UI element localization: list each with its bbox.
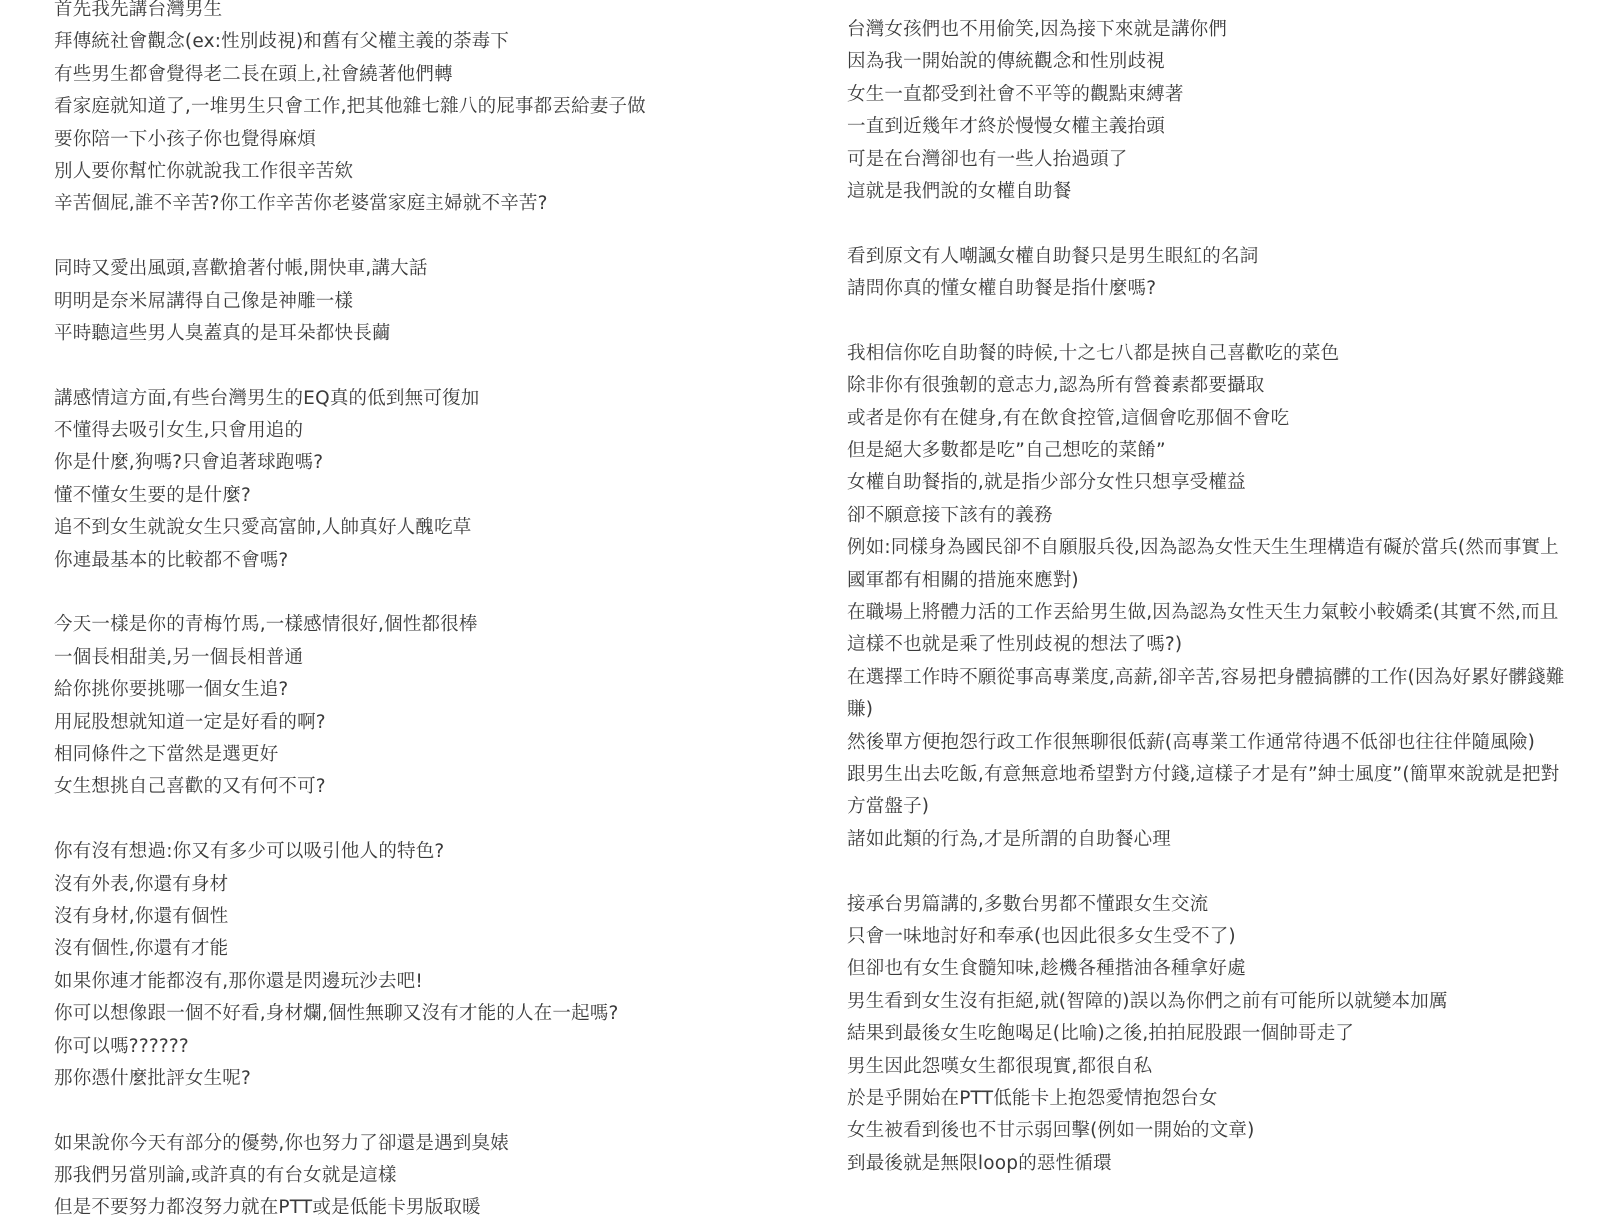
blank-line [847,306,1567,338]
text-line: 今天一樣是你的青梅竹馬,一樣感情很好,個性都很棒 [54,614,478,636]
text-line: 一直到近幾年才終於慢慢女權主義抬頭 [847,116,1165,138]
text-line: 懂不懂女生要的是什麼? [54,484,252,506]
text-line: 但是絕大多數都是吃”自己想吃的菜餚” [847,440,1166,462]
text-line: 你可以嗎?????? [54,1035,189,1057]
text-line: 諸如此類的行為,才是所謂的自助餐心理 [847,828,1171,850]
text-line: 你可以想像跟一個不好看,身材爛,個性無聊又沒有才能的人在一起嗎? [54,1003,619,1025]
text-line: 沒有個性,你還有才能 [54,938,229,960]
text-line: 拜傳統社會觀念(ex:性別歧視)和舊有父權主義的荼毒下 [54,31,510,53]
text-line: 沒有外表,你還有身材 [54,873,229,895]
text-line: 看家庭就知道了,一堆男生只會工作,把其他雜七雜八的屁事都丟給妻子做 [54,96,646,118]
text-line: 如果說你今天有部分的優勢,你也努力了卻還是遇到臭婊 [54,1132,509,1154]
text-line: 於是乎開始在PTT低能卡上抱怨愛情抱怨台女 [847,1088,1218,1110]
text-line: 你連最基本的比較都不會嗎? [54,549,289,571]
text-line: 我相信你吃自助餐的時候,十之七八都是挾自己喜歡吃的菜色 [847,342,1340,364]
text-line: 有些男生都會覺得老二長在頭上,社會繞著他們轉 [54,63,453,85]
text-line: 到最後就是無限loop的惡性循環 [847,1152,1112,1174]
text-line: 你是什麼,狗嗎?只會追著球跑嗎? [54,452,324,474]
text-line: 那我們另當別論,或許真的有台女就是這樣 [54,1165,397,1187]
text-line: 那你憑什麼批評女生呢? [54,1067,252,1089]
text-line: 看到原文有人嘲諷女權自助餐只是男生眼紅的名詞 [847,245,1259,267]
text-line: 要你陪一下小孩子你也覺得麻煩 [54,128,316,150]
text-line: 接承台男篇講的,多數台男都不懂跟女生交流 [847,893,1209,915]
text-line: 可是在台灣卻也有一些人抬過頭了 [847,148,1128,170]
text-line: 卻不願意接下該有的義務 [847,504,1053,526]
right-text-column [847,14,1567,1180]
blank-line [54,804,794,836]
text-line: 沒有身材,你還有個性 [54,905,229,927]
text-line: 同時又愛出風頭,喜歡搶著付帳,開快車,講大話 [54,258,428,280]
text-line: 但卻也有女生食髓知味,趁機各種揩油各種拿好處 [847,958,1246,980]
text-line: 不懂得去吸引女生,只會用追的 [54,420,304,442]
text-line: 或者是你有在健身,有在飲食控管,這個會吃那個不會吃 [847,407,1290,429]
text-line: 男生看到女生沒有拒絕,就(智障的)誤以為你們之前有可能所以就變本加厲 [847,990,1448,1012]
text-line: 因為我一開始說的傳統觀念和性別歧視 [847,51,1165,73]
text-line: 這就是我們說的女權自助餐 [847,180,1072,202]
text-line: 如果你連才能都沒有,那你還是閃邊玩沙去吧! [54,970,423,992]
blank-line [54,1095,794,1127]
blank-line [54,577,794,609]
text-line: 追不到女生就說女生只愛高富帥,人帥真好人醜吃草 [54,517,472,539]
text-line: 然後單方便抱怨行政工作很無聊很低薪(高專業工作通常待遇不低卻也往往伴隨風險) [847,731,1536,753]
text-line: 女生一直都受到社會不平等的觀點束縛著 [847,83,1184,105]
text-line: 一個長相甜美,另一個長相普通 [54,646,304,668]
text-line: 在職場上將體力活的工作丟給男生做,因為認為女性天生力氣較小較嬌柔(其實不然,而且這樣不也就是乘了性別歧視的想法了嗎?) [847,602,1559,656]
text-line: 你有沒有想過:你又有多少可以吸引他人的特色? [54,841,445,863]
text-line: 相同條件之下當然是選更好 [54,743,279,765]
text-line: 別人要你幫忙你就說我工作很辛苦欸 [54,160,354,182]
text-line: 女生想挑自己喜歡的又有何不可? [54,776,326,798]
blank-line [847,208,1567,240]
left-text-column [54,0,794,1225]
text-line: 辛苦個屁,誰不辛苦?你工作辛苦你老婆當家庭主婦就不辛苦? [54,193,548,215]
text-line: 講感情這方面,有些台灣男生的EQ真的低到無可復加 [54,387,480,409]
text-line: 女權自助餐指的,就是指少部分女性只想享受權益 [847,472,1246,494]
text-line: 男生因此怨嘆女生都很現實,都很自私 [847,1055,1153,1077]
blank-line [847,856,1567,888]
text-line: 例如:同樣身為國民卻不自願服兵役,因為認為女性天生生理構造有礙於當兵(然而事實上國軍都有相關的措施來應對) [847,537,1559,591]
text-line: 給你挑你要挑哪一個女生追? [54,679,289,701]
text-line: 跟男生出去吃飯,有意無意地希望對方付錢,這樣子才是有”紳士風度”(簡單來說就是把對方當盤子) [847,764,1560,818]
text-line: 只會一味地討好和奉承(也因此很多女生受不了) [847,926,1236,948]
text-line: 明明是奈米屌講得自己像是神雕一樣 [54,290,354,312]
text-line: 除非你有很強韌的意志力,認為所有營養素都要攝取 [847,375,1265,397]
text-line: 女生被看到後也不甘示弱回擊(例如一開始的文章) [847,1120,1255,1142]
text-line: 在選擇工作時不願從事高專業度,高薪,卻辛苦,容易把身體搞髒的工作(因為好累好髒錢難賺) [847,666,1565,721]
blank-line [54,350,794,382]
text-line: 平時聽這些男人臭蓋真的是耳朵都快長繭 [54,322,391,344]
blank-line [54,221,794,253]
text-line: 用屁股想就知道一定是好看的啊? [54,711,326,733]
text-line: 結果到最後女生吃飽喝足(比喻)之後,拍拍屁股跟一個帥哥走了 [847,1023,1355,1045]
text-line: 請問你真的懂女權自助餐是指什麼嗎? [847,278,1157,300]
text-line: 台灣女孩們也不用偷笑,因為接下來就是講你們 [847,19,1228,40]
text-line: 首先我先講台灣男生 [54,0,223,20]
text-line: 但是不要努力都沒努力就在PTT或是低能卡男版取暖 [54,1197,481,1219]
